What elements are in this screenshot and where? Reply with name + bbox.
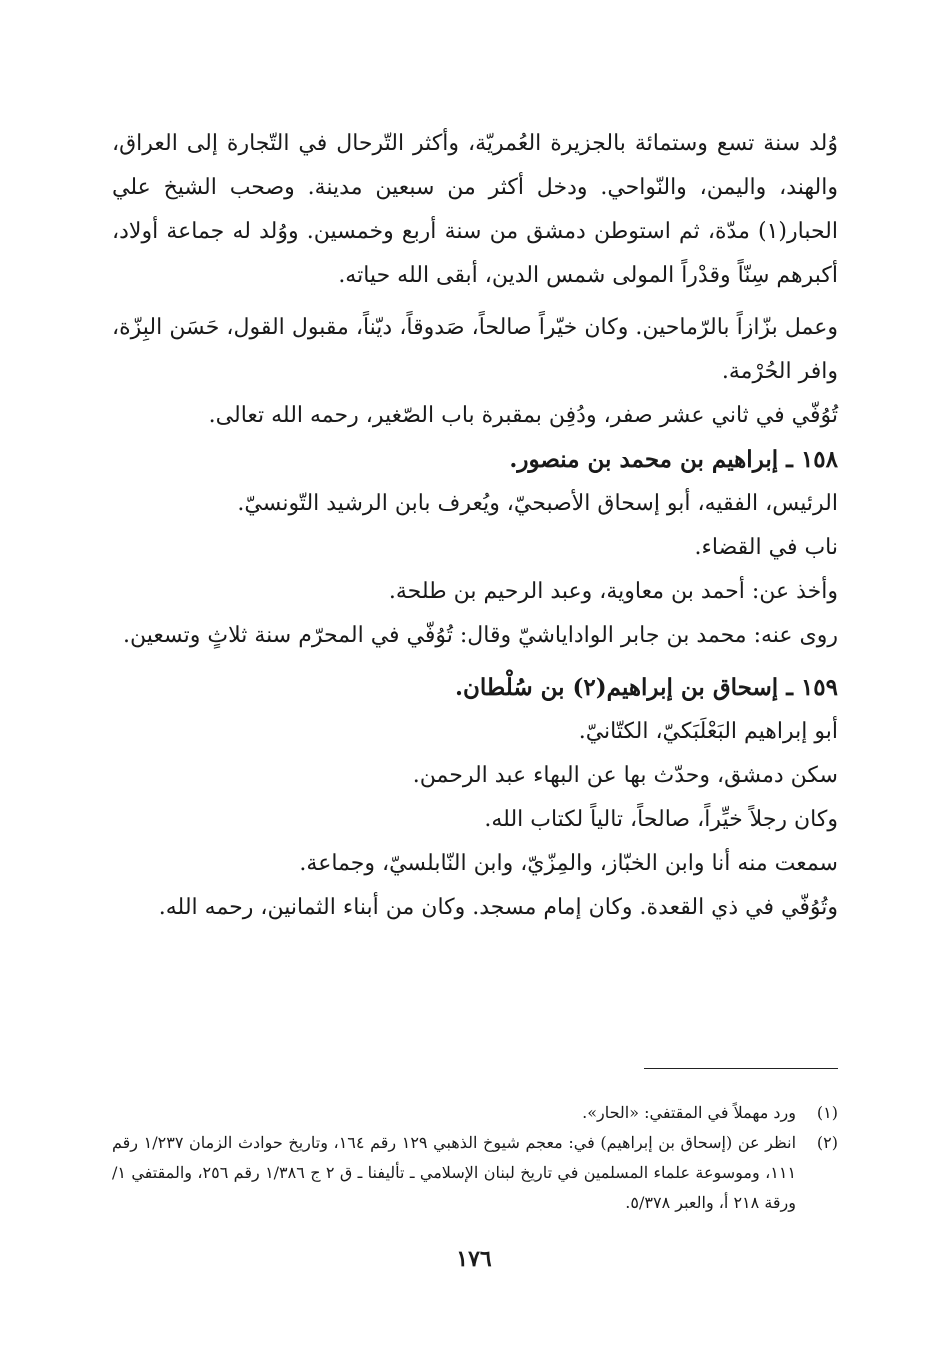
entry-158-line: ناب في القضاء. xyxy=(694,535,838,560)
footnotes xyxy=(112,1098,838,1218)
entry-159-line: سكن دمشق، وحدّث بها عن البهاء عبد الرحمن. xyxy=(412,763,838,788)
footnote-number: (١) xyxy=(816,1103,838,1122)
footnote-2 xyxy=(112,1128,838,1218)
entry-158-line: وأخذ عن: أحمد بن معاوية، وعبد الرحيم بن طلحة. xyxy=(388,579,838,604)
entry-159-line: سمعت منه أنا وابن الخبّاز، والمِزّيّ، وابن النّابلسيّ، وجماعة. xyxy=(299,851,838,876)
footnote-text: ورد مهملاً في المقتفي: «الحار». xyxy=(582,1103,796,1122)
entry-159-line: وتُوُفّي في ذي القعدة. وكان إمام مسجد. وكان من أبناء الثمانين، رحمه الله. xyxy=(158,895,838,920)
main-text xyxy=(112,122,838,930)
entry-159-line: أبو إبراهيم البَعْلَبَكيّ، الكتّانيّ. xyxy=(578,719,838,744)
entry-158-line: الرئيس، الفقيه، أبو إسحاق الأصبحيّ، ويُعرف بابن الرشيد التّونسيّ. xyxy=(237,491,838,516)
entry-159-line: وكان رجلاً خيِّراً، صالحاً، تالياً لكتاب الله. xyxy=(484,807,838,832)
entry-158-line: روى عنه: محمد بن جابر الواداياشيّ وقال: تُوُفّي في المحرّم سنة ثلاثٍ وتسعين. xyxy=(123,623,838,648)
paragraph-work: وعمل بزّازاً بالرّماحين. وكان خيّراً صالحاً، صَدوقاً، ديّناً، مقبول القول، حَسَن البِزّة، وافر الحُرْمة. xyxy=(112,315,838,384)
paragraph-birth: وُلد سنة تسع وستمائة بالجزيرة العُمريّة، وأكثر التّرحال في التّجارة إلى العراق، والهند، واليمن، والنّواحي. ودخل أكثر من سبعين مدينة. وصحب الشيخ علي الحبار(١) مدّة، ثم استوطن دمشق من سنة أربع وخمسين. ووُلد له جماعة أولاد، أكبرهم سِنّاً وقدْراً المولى شمس الدين، أبقى الله حياته. xyxy=(112,131,838,288)
footnote-1 xyxy=(112,1098,838,1128)
footnote-divider xyxy=(644,1068,838,1069)
footnote-text: انظر عن (إسحاق بن إبراهيم) في: معجم شيوخ الذهبي ١٢٩ رقم ١٦٤، وتاريخ حوادث الزمان ١/٢٣٧ رقم ١١١، وموسوعة علماء المسلمين في تاريخ لبنان الإسلامي ـ تأليفنا ـ ق ٢ ج ١/٣٨٦ رقم ٢٥٦، والمقتفي ١/ورقة ٢١٨ أ، والعبر ٥/٣٧٨. xyxy=(112,1133,797,1212)
page-number: ١٧٦ xyxy=(456,1246,492,1272)
entry-159-heading: ١٥٩ ـ إسحاق بن إبراهيم(٢) بن سُلْطان. xyxy=(454,674,838,701)
paragraph-death: تُوُفّي في ثاني عشر صفر، ودُفِن بمقبرة باب الصّغير، رحمه الله تعالى. xyxy=(208,403,838,428)
entry-158-heading: ١٥٨ ـ إبراهيم بن محمد بن منصور. xyxy=(509,446,838,473)
footnote-number: (٢) xyxy=(816,1133,838,1152)
